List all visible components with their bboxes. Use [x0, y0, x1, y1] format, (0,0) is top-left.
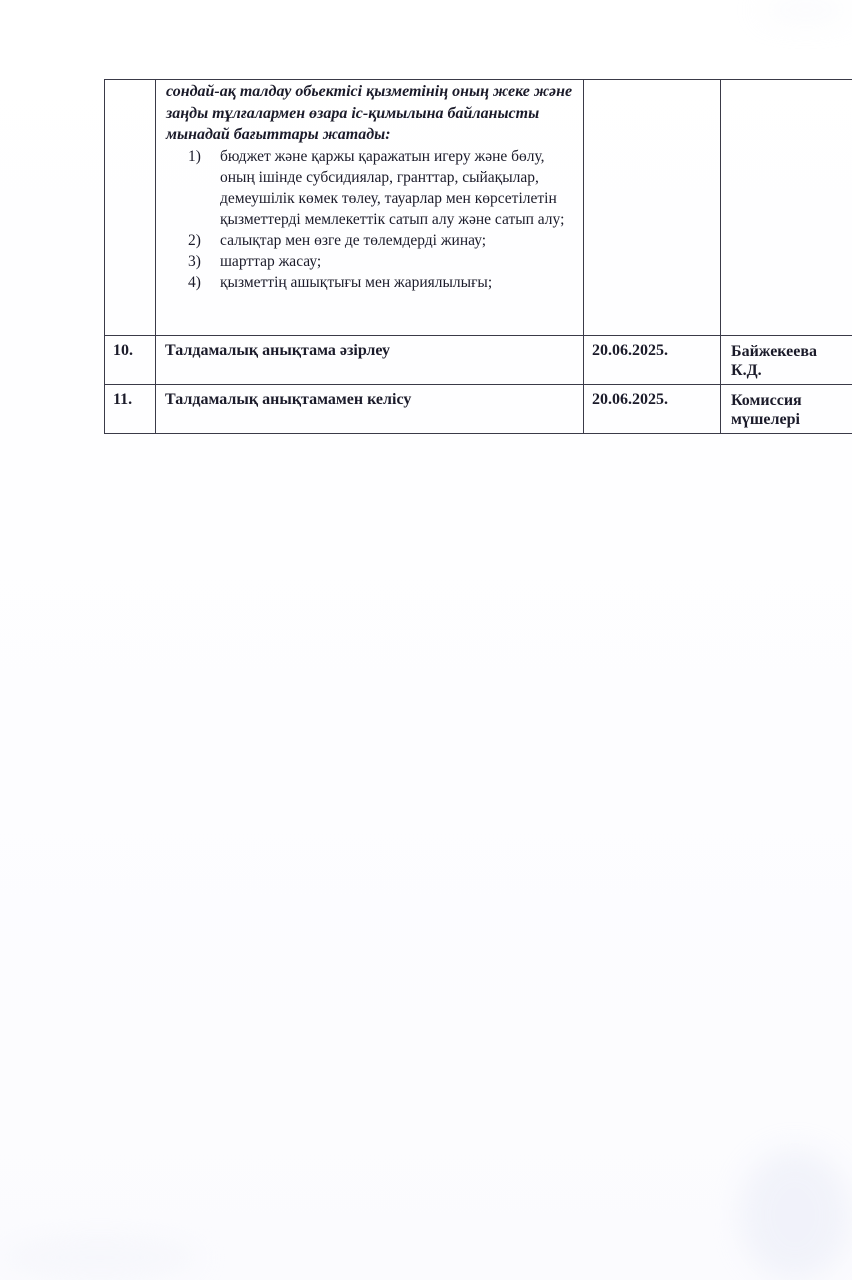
list-item: [188, 251, 575, 272]
list-item-text: бюджет және қаржы қаражатын игеру және бөлу, оның ішінде субсидиялар, гранттар, сыйақылар, демеушілік көмек төлеу, тауарлар мен көрсетілетін қызметтерді мемлекеттік сатып алу және сатып алу;: [220, 147, 565, 228]
table-row-continued: [105, 80, 852, 336]
list-item: [188, 272, 575, 293]
row-responsible: [721, 385, 852, 434]
scan-smudge: [760, 0, 852, 20]
row-number: 10.: [105, 336, 156, 385]
list-item: [188, 146, 575, 230]
responsible-cell-empty: [721, 80, 852, 336]
row-date: 20.06.2025.: [584, 336, 721, 385]
responsible-line: Комиссия: [731, 392, 802, 409]
list-item-text: салықтар мен өзге де төлемдерді жинау;: [220, 231, 487, 249]
description-cell: [156, 80, 584, 336]
list-item-text: шарттар жасау;: [220, 252, 322, 270]
list-item-number: 4): [188, 273, 201, 291]
row-responsible: [721, 336, 852, 385]
row-title: Талдамалық анықтамамен келісу: [156, 385, 584, 434]
number-cell-empty: [105, 80, 156, 336]
list-item-number: 2): [188, 231, 201, 249]
date-cell-empty: [584, 80, 721, 336]
plan-table: [104, 79, 852, 434]
list-item-text: қызметтің ашықтығы мен жариялылығы;: [220, 273, 493, 291]
responsible-line: К.Д.: [731, 362, 762, 379]
responsible-line: Байжекеева: [731, 343, 817, 360]
row-date: 20.06.2025.: [584, 385, 721, 434]
row-title: Талдамалық анықтама әзірлеу: [156, 336, 584, 385]
table-row: [105, 336, 852, 385]
list-item-number: 1): [188, 147, 201, 165]
table-row: [105, 385, 852, 434]
responsible-line: мүшелері: [731, 411, 800, 428]
scan-smudge: [0, 1235, 200, 1280]
list-item: [188, 230, 575, 251]
lead-text: сондай-ақ талдау обьектісі қызметінің оның жеке және заңды тұлғалармен өзара іс-қимылына байланысты мынадай бағыттары жатады:: [166, 83, 573, 143]
row-number: 11.: [105, 385, 156, 434]
scan-smudge: [740, 1150, 850, 1280]
direction-list: [166, 146, 575, 293]
list-item-number: 3): [188, 252, 201, 270]
